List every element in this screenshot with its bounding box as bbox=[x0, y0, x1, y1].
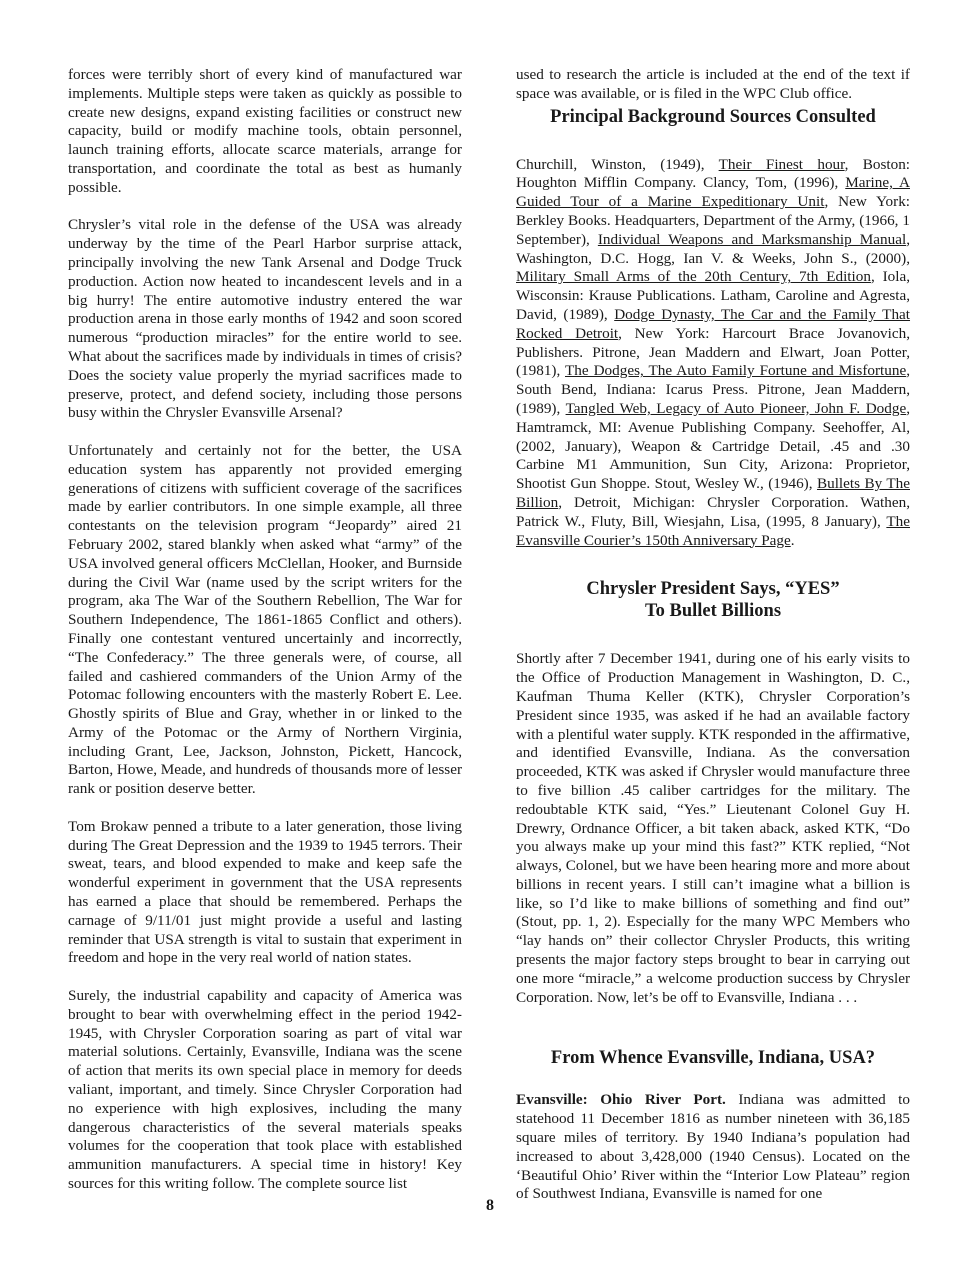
source-text: , Washington, D.C. Hogg, Ian V. & Weeks, John S., (2000), bbox=[516, 230, 910, 267]
source-title: Tangled Web, Legacy of Auto Pioneer, John F. Dodge bbox=[565, 399, 907, 417]
section-heading-chrysler-line2: To Bullet Billions bbox=[644, 601, 782, 622]
source-text: , Detroit, Michigan: Chrysler Corporation. Wathen, Patrick W., Fluty, Bill, Wiesjahn, Lisa, (1995, 8 January), bbox=[516, 493, 910, 530]
source-text: , New York: Berkley Books. Headquarters, Department of the Army, (1966, 1 September), bbox=[516, 193, 911, 248]
source-text: . bbox=[790, 531, 795, 549]
paragraph-text: Indiana was admitted to statehood 11 December 1816 as number nineteen with 36,185 square miles of territory. By 1940 Indiana’s population had increased to about 3,428,000 (1940 Census). Located on the ‘Beautiful Ohio’ River within the “Interior Low Plateau” region of Southwest Indiana, Evansville is named for one bbox=[516, 1091, 910, 1203]
body-paragraph: Shortly after 7 December 1941, during one of his early visits to the Office of Production Management in Washington, D. C., Kaufman Thuma Keller (KTK), Chrysler Corporation’s President since 1935, was asked if he had an available factory with a plentiful water supply. KTK responded in the affirmative, and identified Evansville, Indiana. As the conversation proceeded, KTK was asked if Chrysler would manufacture three to five billion .45 caliber cartridges for the military. The redoubtable KTK said, “Yes.” Lieutenant Colonel Guy H. Drewry, Ordnance Officer, a bit taken aback, asked KTK, “Do you always make up your mind this fast?” KTK replied, “Not always, Colonel, but we have been hearing more and more about billions in recent years. I still can’t imagine what a billion is like, so I’d like to make billions of something and find out” (Stout, pp. 1, 2). Especially for the many WPC Members who “lay hands on” their collector Chrysler Products, this writing presents the major factory steps brought to bear in carrying out one more “miracle,” a welcome production success by Chrysler Corporation. Now, let’s be off to Evansville, Indiana . . . bbox=[516, 650, 910, 1006]
body-paragraph bbox=[516, 1091, 910, 1204]
section-heading-evansville: From Whence Evansville, Indiana, USA? bbox=[550, 1048, 876, 1069]
right-column bbox=[516, 66, 910, 1204]
source-title: The Evansville Courier’s 150th Anniversary Page bbox=[516, 512, 910, 549]
section-heading-sources: Principal Background Sources Consulted bbox=[550, 106, 876, 127]
source-title: The Dodges, The Auto Family Fortune and Misfortune bbox=[565, 362, 907, 380]
page-number: 8 bbox=[486, 1197, 494, 1214]
section-heading-chrysler: Chrysler President Says, “YES” bbox=[586, 579, 840, 600]
body-paragraph: Surely, the industrial capability and capacity of America was brought to bear with overwhelming effect in the period 1942-1945, with Chrysler Corporation soaring as part of vital war material solutions. Certainly, Evansville, Indiana was the scene of action that merits its own special place in memory for deeds valiant, important, and timely. Since Chrysler Corporation had no experience with high explosives, including the many dangerous characteristics of the several materials speaks volumes for the cooperation that took place with established ammunition manufacturers. A special time in history! Key sources for this writing follow. The complete source list bbox=[68, 987, 462, 1193]
source-title: Military Small Arms of the 20th Century, 7th Edition bbox=[516, 268, 871, 286]
source-text: , New York: Harcourt Brace Jovanovich, Publishers. Pitrone, Jean Maddern and Elwart, Joan Potter, (1981), bbox=[516, 324, 910, 380]
source-text: , Boston: Houghton Mifflin Company. Clancy, Tom, (1996), bbox=[516, 155, 911, 192]
source-title: Dodge Dynasty, The Car and the Family That Rocked Detroit bbox=[516, 305, 911, 342]
sources-list bbox=[516, 156, 910, 551]
source-title: Marine, A Guided Tour of a Marine Expeditionary Unit bbox=[516, 174, 910, 211]
body-paragraph: Tom Brokaw penned a tribute to a later generation, those living during The Great Depression and the 1939 to 1945 terrors. Their sweat, tears, and blood expended to make and keep safe the wonderful experiment in government that the USA represents has earned a place that should be remembered. Perhaps the carnage of 9/11/01 just might provide a useful and lasting reminder that USA strength is vital to sustain that experiment in freedom and hope in the very real world of nation states. bbox=[68, 817, 462, 967]
body-paragraph: used to research the article is included at the end of the text if space was available, or is filed in the WPC Club office. bbox=[516, 66, 910, 102]
source-text: , South Bend, Indiana: Icarus Press. Pitrone, Jean Maddern, (1989), bbox=[516, 362, 911, 417]
source-text: , Iola, Wisconsin: Krause Publications. Latham, Caroline and Agresta, David, (1989), bbox=[516, 268, 910, 323]
source-title: Bullets By The Billion bbox=[516, 475, 910, 511]
source-text: , Hamtramck, MI: Avenue Publishing Company. Seehoffer, Al, (2002, January), Weapon & Cartridge Detail, .45 and .30 Carbine M1 Ammunition, Sun City, Arizona: Proprietor, Shootist Gun Shoppe. Stout, Wesley W., (1946), bbox=[516, 399, 911, 493]
source-title: Their Finest hour bbox=[718, 155, 845, 173]
run-in-heading: Evansville: Ohio River Port. bbox=[516, 1091, 726, 1109]
body-paragraph: Unfortunately and certainly not for the better, the USA education system has apparently not provided emerging generations of citizens with sufficient coverage of the sacrifices made by earlier contributors. In one simple example, all three contestants on the television program “Jeopardy” aired 21 February 2002, stared blankly when asked what “army” of the USA involved general officers McClellan, Hooker, and Burnside during the Civil War (name used by the script writers for the program, aka The War of the Southern Rebellion, The War for Southern Independence, The 1861-1865 Conflict and others). Finally one contestant ventured uncertainly and incorrectly, “The Confederacy.” The three generals were, of course, all failed and cashiered commanders of the Union Army of the Potomac following encounters with the masterly Robert E. Lee. Ghostly spirits of Blue and Gray, whether in or linked to the Army of the Potomac or the Army of Northern Virginia, including Grant, Lee, Jackson, Johnston, Pickett, Hancock, Barton, Howe, Meade, and hundreds of thousands more of lesser rank or position deserve better. bbox=[68, 441, 462, 798]
source-text: Churchill, Winston, (1949), bbox=[516, 155, 719, 173]
source-title: Individual Weapons and Marksmanship Manual bbox=[597, 230, 907, 248]
body-paragraph: Chrysler’s vital role in the defense of the USA was already underway by the time of the Pearl Harbor surprise attack, principally involving the new Tank Arsenal and Dodge Truck production. Action now heated to incandescent levels and in a big hurry! The entire automotive industry entered the war production arena in those early months of 1942 and soon scored numerous “production miracles” for the entire world to see. What about the sacrifices made by individuals in times of crisis? Does the society value properly the myriad sacrifices made to preserve, protect, and defend society, including those persons busy within the Chrysler Evansville Arsenal? bbox=[68, 216, 462, 422]
body-paragraph: forces were terribly short of every kind of manufactured war implements. Multiple steps were taken as quickly as possible to create new designs, expand existing facilities or construct new capacity, build or modify machine tools, obtain personnel, launch training efforts, allocate scarce materials, arrange for transportation, and coordinate the total as best as humanly possible. bbox=[68, 66, 462, 196]
left-column bbox=[68, 66, 462, 1194]
